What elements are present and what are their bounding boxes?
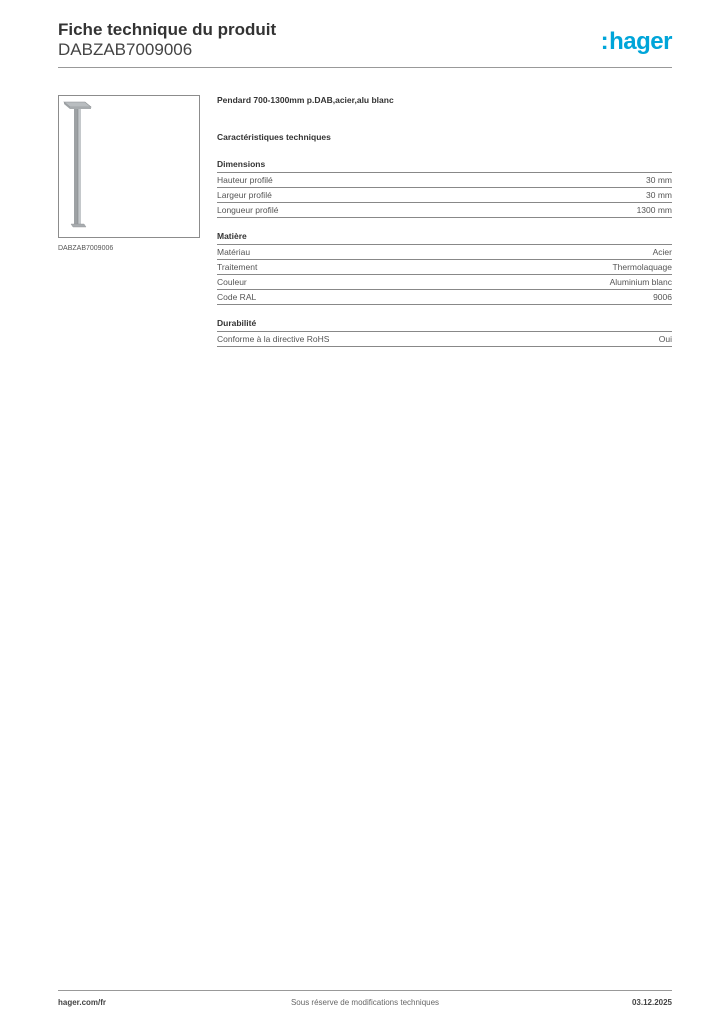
page-header bbox=[58, 20, 672, 60]
spec-value: 30 mm bbox=[646, 175, 672, 185]
spec-label: Matériau bbox=[217, 247, 251, 257]
footer-divider bbox=[58, 990, 672, 991]
product-image bbox=[58, 95, 200, 238]
spec-row bbox=[217, 260, 672, 275]
specifications bbox=[217, 95, 672, 360]
spec-value: 9006 bbox=[653, 292, 672, 302]
spec-value: Thermolaquage bbox=[612, 262, 672, 272]
spec-label: Couleur bbox=[217, 277, 247, 287]
image-caption: DABZAB7009006 bbox=[58, 245, 114, 252]
spec-group-matiere bbox=[217, 231, 672, 305]
section-heading: Caractéristiques techniques bbox=[217, 132, 331, 142]
spec-row bbox=[217, 245, 672, 260]
hager-logo bbox=[601, 28, 672, 56]
spec-value: Aluminium blanc bbox=[609, 277, 672, 287]
spec-label: Code RAL bbox=[217, 292, 257, 302]
group-title: Durabilité bbox=[217, 318, 672, 332]
footer-date: 03.12.2025 bbox=[631, 998, 672, 1007]
header-divider bbox=[58, 67, 672, 68]
spec-value: 30 mm bbox=[646, 190, 672, 200]
page-title: Fiche technique du produit bbox=[58, 20, 277, 39]
footer-note: Sous réserve de modifications techniques bbox=[290, 998, 440, 1007]
spec-value: Acier bbox=[652, 247, 672, 257]
spec-group-durabilite bbox=[217, 318, 672, 347]
spec-row bbox=[217, 275, 672, 290]
spec-label: Conforme à la directive RoHS bbox=[217, 334, 330, 344]
spec-label: Largeur profilé bbox=[217, 190, 272, 200]
product-code: DABZAB7009006 bbox=[58, 40, 193, 59]
spec-value: Oui bbox=[658, 334, 672, 344]
spec-row bbox=[217, 290, 672, 305]
logo-colon-icon: : bbox=[600, 28, 609, 55]
spec-row bbox=[217, 188, 672, 203]
spec-value: 1300 mm bbox=[636, 205, 672, 215]
group-title: Matière bbox=[217, 231, 672, 245]
footer-site-link[interactable]: hager.com/fr bbox=[58, 998, 107, 1007]
logo-text: hager bbox=[609, 28, 672, 55]
spec-label: Longueur profilé bbox=[217, 205, 279, 215]
spec-row bbox=[217, 173, 672, 188]
spec-group-dimensions bbox=[217, 159, 672, 218]
spec-row bbox=[217, 332, 672, 347]
spec-label: Traitement bbox=[217, 262, 258, 272]
spec-row bbox=[217, 203, 672, 218]
group-title: Dimensions bbox=[217, 159, 672, 173]
spec-label: Hauteur profilé bbox=[217, 175, 273, 185]
product-name: Pendard 700-1300mm p.DAB,acier,alu blanc bbox=[217, 95, 394, 105]
pendant-pole-icon bbox=[59, 96, 199, 237]
